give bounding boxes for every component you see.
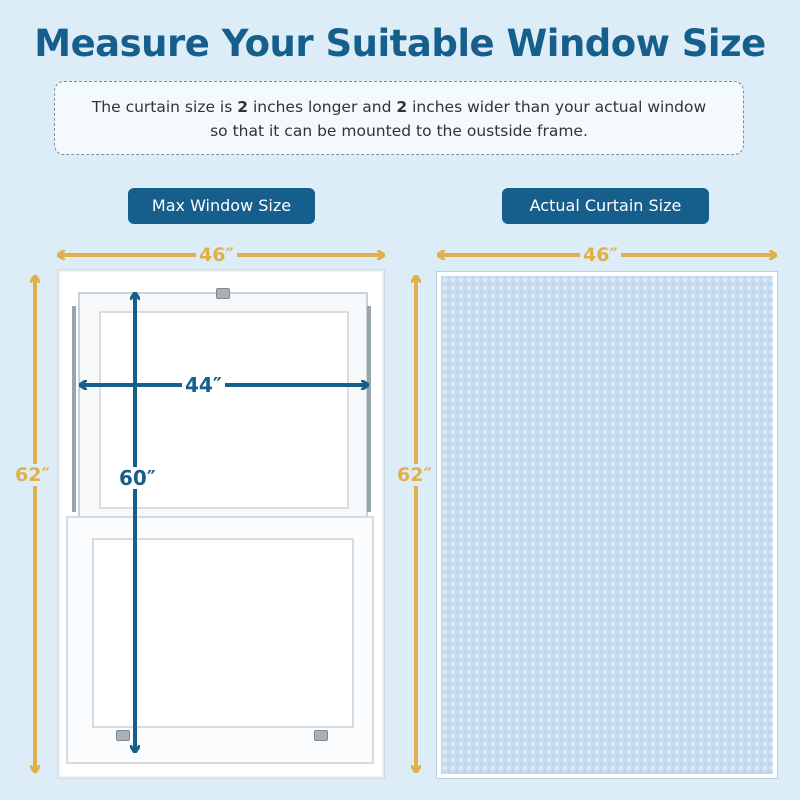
inner-width-label: 44″ [182,374,225,396]
window-height-label: 62″ [12,464,53,486]
curtain-height-label: 62″ [394,464,435,486]
note-text-2: inches longer and [248,98,397,116]
window-width-label: 46″ [196,244,237,266]
note-text-1: The curtain size is [91,98,238,116]
note-line-2: so that it can be mounted to the oustside frame. [210,122,588,140]
note-number-1: 2 [237,98,249,116]
curtain-width-label: 46″ [580,244,621,266]
max-window-size-badge: Max Window Size [128,188,315,224]
page-title: Measure Your Suitable Window Size [34,22,766,65]
note-number-2: 2 [396,98,408,116]
note-text-3: inches wider than your actual window [407,98,707,116]
inner-height-label: 60″ [116,467,159,489]
actual-curtain-size-badge: Actual Curtain Size [502,188,709,224]
